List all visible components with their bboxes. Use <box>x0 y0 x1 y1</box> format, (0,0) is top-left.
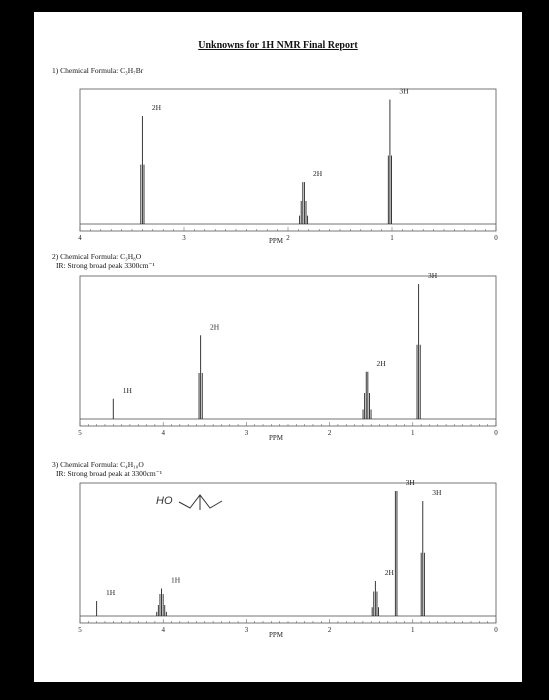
nmr-spectra-figure <box>34 12 522 682</box>
peak-5 <box>421 488 442 616</box>
peak-1 <box>113 386 132 419</box>
tick-label: 5 <box>78 429 82 437</box>
x-axis-label: PPM <box>268 237 284 245</box>
tick-label: 0 <box>494 626 498 634</box>
integration-label: 2H <box>313 169 323 179</box>
peak-1 <box>141 103 162 224</box>
x-axis-label: PPM <box>268 631 284 639</box>
peak-4 <box>417 271 438 419</box>
report-page <box>34 12 522 682</box>
integration-label: 2H <box>384 568 394 577</box>
page-title: Unknowns for 1H NMR Final Report <box>198 40 358 51</box>
spectrum-frame <box>80 483 496 623</box>
integration-label: 3H <box>405 478 415 487</box>
handwritten-structure-sketch <box>156 495 222 510</box>
tick-label: 1 <box>390 234 394 242</box>
tick-label: 3 <box>244 626 249 634</box>
tick-label: 3 <box>182 234 186 242</box>
tick-label: 4 <box>161 429 165 437</box>
spectrum-1-formula-label: 1) Chemical Formula: C₃H₇Br <box>52 66 144 75</box>
spectrum-1 <box>78 87 498 245</box>
tick-label: 3 <box>244 429 249 437</box>
peak-3 <box>372 568 394 616</box>
peak-2 <box>199 322 220 419</box>
tick-label: 4 <box>78 234 82 242</box>
spectrum-2 <box>78 271 498 442</box>
spectrum-3 <box>78 478 498 639</box>
integration-label: 1H <box>170 575 181 585</box>
peak-3 <box>363 359 386 419</box>
peak-3 <box>388 87 409 224</box>
tick-label: 1 <box>411 626 415 634</box>
tick-label: 0 <box>494 234 498 242</box>
tick-label: 4 <box>161 626 165 634</box>
spectrum-2-ir-note: IR: Strong broad peak 3300cm⁻¹ <box>56 261 155 270</box>
integration-label: 2H <box>151 103 161 113</box>
integration-label: 2H <box>376 358 386 368</box>
tick-label: 2 <box>286 234 290 242</box>
spectrum-2-formula-label: 2) Chemical Formula: C₃H₈O <box>52 252 142 261</box>
tick-label: 2 <box>327 429 332 437</box>
integration-label: 3H <box>428 271 438 280</box>
integration-label: 2H <box>210 322 220 332</box>
peak-2 <box>157 576 181 617</box>
spectrum-3-ir-note: IR: Strong broad peak at 3300cm⁻¹ <box>56 469 162 478</box>
peak-4 <box>395 478 415 616</box>
tick-label: 1 <box>411 429 415 437</box>
integration-label: 3H <box>399 86 409 96</box>
spectrum-3-formula-label: 3) Chemical Formula: C₄H₁₀O <box>52 460 144 469</box>
integration-label: 1H <box>122 385 132 395</box>
peak-1 <box>97 588 116 616</box>
integration-label: 1H <box>106 588 116 597</box>
tick-label: 5 <box>78 626 82 634</box>
tick-label: 0 <box>494 429 498 437</box>
integration-label: 3H <box>432 488 442 497</box>
peak-2 <box>300 169 323 224</box>
x-axis-label: PPM <box>268 434 284 442</box>
tick-label: 2 <box>327 626 332 634</box>
handwritten-ho-label: HO <box>156 495 173 507</box>
spectrum-frame <box>80 276 496 426</box>
